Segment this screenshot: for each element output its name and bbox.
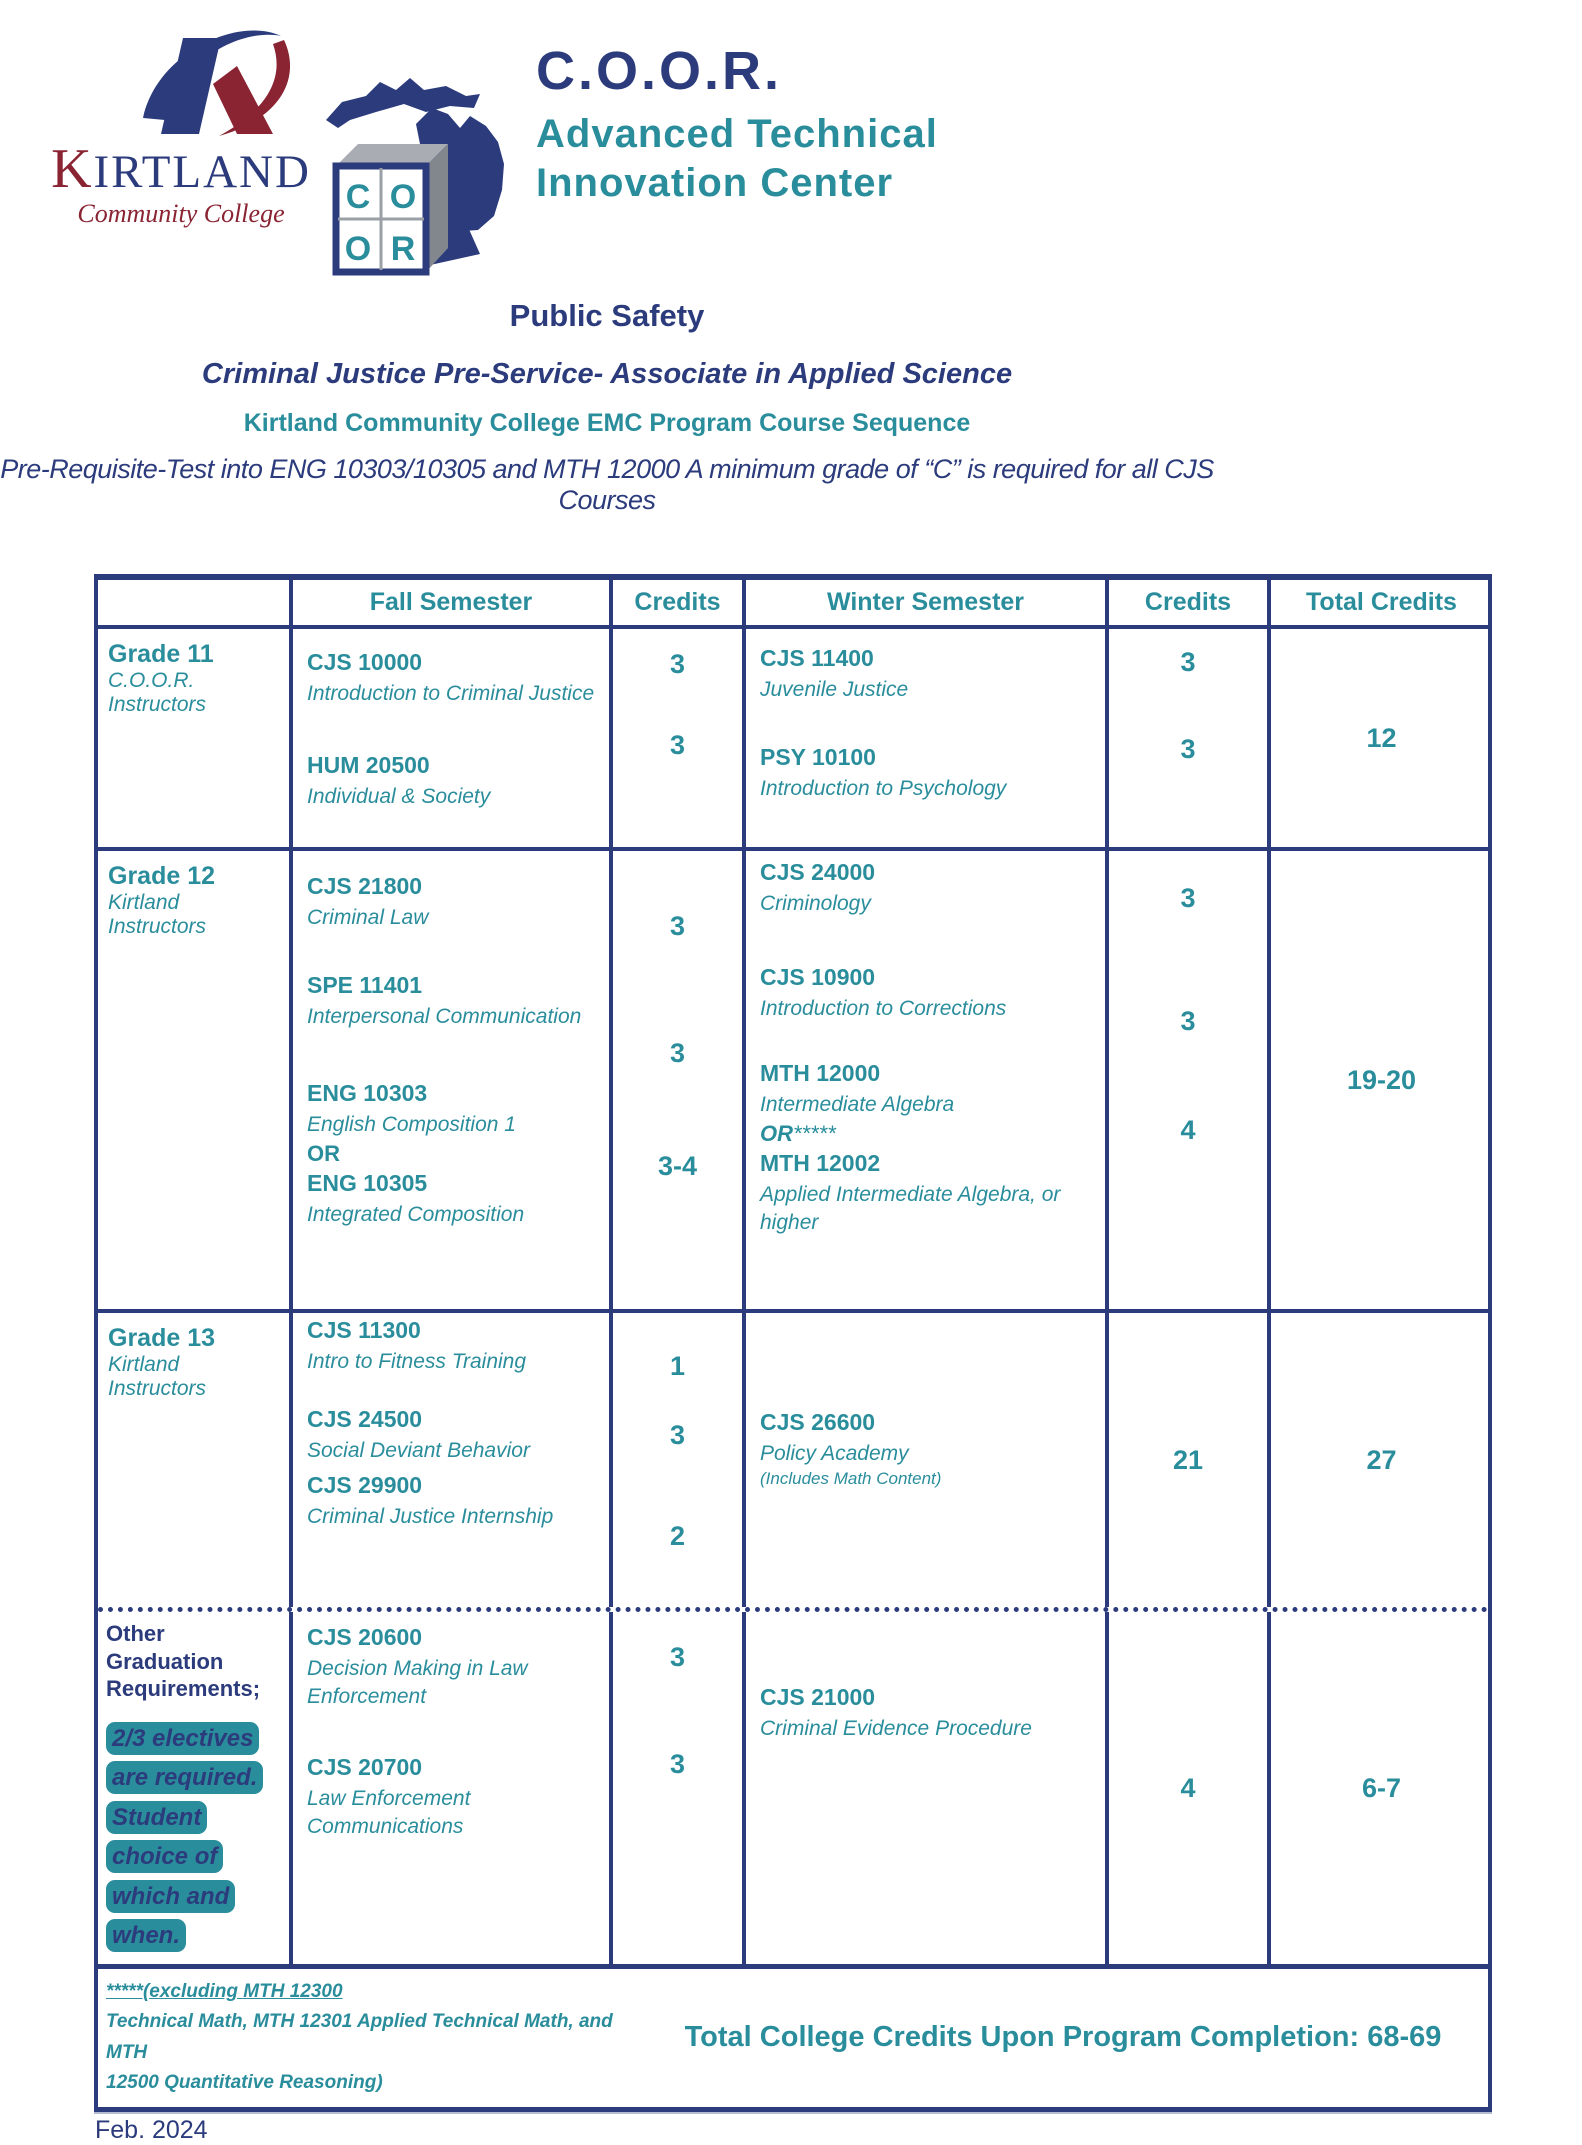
kirtland-wordmark [26,138,336,200]
course-title: Intro to Fitness Training [307,1350,527,1373]
credit-value: 3 [669,1749,686,1779]
course-code: CJS 11400 [760,645,874,671]
credit-value: 3 [669,1642,686,1672]
course-code: CJS 20600 [307,1624,423,1650]
grade-13-fall-courses [293,1313,613,1607]
grade-11-fall-courses [293,629,613,847]
course-code: CJS 21000 [760,1684,876,1710]
course-title: Introduction to Criminal Justice [307,682,595,705]
total-credits-value: 6-7 [1361,1772,1402,1803]
grade-12-fall-credits [613,851,746,1309]
table-header-row [98,580,1488,625]
course-block [307,1472,595,1531]
course-block [307,1624,595,1712]
course-title: Criminal Law [307,906,429,929]
other-fall-courses [293,1612,613,1964]
grade-11-winter-courses [746,629,1109,847]
course-title: Individual & Society [307,785,491,809]
or-word: OR [760,1121,793,1147]
kirtland-k-icon [121,14,311,142]
course-title: Criminal Justice Internship [307,1504,554,1528]
course-title: Interpersonal Communication [307,1005,582,1029]
credit-value: 2 [669,1521,686,1551]
grade-11-winter-credits [1109,629,1271,847]
grade-13-fall-credits [613,1313,746,1607]
headings [0,298,1214,516]
course-code: CJS 24500 [307,1406,423,1433]
other-total-cell [1271,1612,1492,1964]
course-block [307,1406,595,1465]
grade-11-instructors: C.O.O.R. Instructors [108,668,207,716]
header-total-credits: Total Credits [1306,588,1457,616]
course-title: Policy Academy [760,1442,909,1465]
header-winter-semester: Winter Semester [746,580,1109,625]
credit-value: 3 [1180,883,1196,913]
course-code: ENG 10303 [307,1079,428,1106]
course-block [760,1684,1091,1743]
grade-12-winter-courses [746,851,1109,1309]
course-code: CJS 11300 [307,1317,421,1343]
credit-value: 4 [1180,1772,1196,1803]
prerequisite-note: Pre-Requisite-Test into ENG 10303/10305 and MTH 12000 A minimum grade of “C” is required for all CJS Courses [0,454,1214,515]
course-or-group [307,1080,595,1229]
course-title: Social Deviant Behavior [307,1439,530,1463]
grade-11-label-cell [98,629,293,847]
other-requirements-title: Other Graduation Requirements; [106,1621,261,1701]
or-label [760,1119,1091,1150]
credit-value: 3 [669,1038,686,1068]
kirtland-logo [26,14,336,229]
course-title: Juvenile Justice [760,678,909,701]
grade-13-label-cell [98,1313,293,1607]
course-title: English Composition 1 [307,1112,516,1136]
electives-highlight [106,1719,281,1957]
page-header [0,0,1582,292]
course-code: CJS 10900 [760,964,876,991]
course-code: CJS 24000 [760,859,876,885]
course-code: CJS 20700 [307,1753,423,1780]
grade-13-winter-courses [746,1313,1109,1607]
other-fall-credits [613,1612,746,1964]
kirtland-subtitle: Community College [77,199,285,228]
grade-13-winter-credits [1109,1313,1271,1607]
credit-value: 3 [1180,647,1196,677]
course-title: Introduction to Corrections [760,997,1007,1021]
coor-subtitle [536,110,938,208]
course-code: CJS 29900 [307,1471,423,1498]
grade-12-fall-courses [293,851,613,1309]
footnote-line1: *****(excluding MTH 12300 [106,1981,343,2003]
credit-value: 1 [669,1351,686,1381]
coor-letter-r: R [390,230,416,268]
course-code: CJS 10000 [307,649,423,675]
course-code: ENG 10305 [307,1169,428,1196]
header-fall-semester: Fall Semester [293,580,613,625]
header-fall-credits: Credits [613,580,746,625]
credit-value: 3 [1180,1006,1196,1036]
course-title: Intermediate Algebra [760,1092,955,1116]
course-block [307,649,595,708]
grade-12-title: Grade 12 [108,862,216,890]
other-winter-courses [746,1612,1109,1964]
table-footer-row [98,1964,1488,2107]
course-title: Decision Making in Law Enforcement [307,1657,528,1709]
table-row-grade-13 [98,1309,1488,1607]
electives-highlight-line2: Student choice of which and when. [106,1801,235,1953]
course-title: Criminal Evidence Procedure [760,1717,1032,1740]
credit-value: 3 [669,1420,686,1450]
math-exclusion-footnote [98,1969,638,2107]
course-title: Integrated Composition [307,1202,525,1226]
coor-letter-c: C [345,178,371,216]
coor-logo [320,44,535,274]
course-code: HUM 20500 [307,752,430,779]
course-code: PSY 10100 [760,744,876,771]
grade-13-total-cell [1271,1313,1492,1607]
course-note: (Includes Math Content) [760,1469,942,1489]
other-winter-credits [1109,1612,1271,1964]
table-row-grade-12 [98,847,1488,1309]
credit-value: 21 [1172,1444,1204,1475]
table-row-grade-11 [98,625,1488,847]
footnote-line2: Technical Math, MTH 12301 Applied Technical Math, and MTH [106,2011,613,2063]
course-code: MTH 12000 [760,1059,881,1086]
course-block [760,744,1091,803]
credit-value: 3 [669,911,686,941]
course-code: SPE 11401 [307,972,423,999]
credit-value: 4 [1180,1115,1196,1145]
grade-11-title: Grade 11 [108,640,214,668]
sequence-title: Kirtland Community College EMC Program Course Sequence [243,409,971,437]
total-credits-value: 19-20 [1346,1064,1417,1095]
electives-highlight-line1: 2/3 electives are required. [106,1722,263,1795]
kirtland-initial: K [51,138,94,200]
course-block [307,1754,595,1842]
header-blank-cell [98,580,293,625]
grade-12-instructors: Kirtland Instructors [108,890,207,938]
or-label: OR [307,1141,340,1167]
revision-date: Feb. 2024 [95,2115,208,2144]
coor-title: C.O.O.R. [536,41,783,101]
grade-11-fall-credits [613,629,746,847]
coor-box-icon [328,136,463,276]
course-block [307,752,595,811]
credit-value: 3 [1180,734,1196,764]
total-program-credits: Total College Credits Upon Program Completion: 68-69 [684,2021,1442,2054]
course-code: CJS 26600 [760,1409,876,1435]
course-code: CJS 21800 [307,873,423,899]
course-title: Introduction to Psychology [760,777,1007,801]
course-title: Criminology [760,892,871,915]
course-block [760,1409,1091,1490]
course-sequence-table [94,574,1492,2112]
coor-letter-o1: O [389,178,417,216]
header-winter-credits: Credits [1109,580,1271,625]
credit-value: 3-4 [657,1151,698,1181]
or-asterisks: ***** [793,1121,836,1147]
kirtland-rest: IRTLAND [93,146,311,198]
course-title: Law Enforcement Communications [307,1786,471,1839]
grade-13-title: Grade 13 [108,1324,216,1352]
program-title: Criminal Justice Pre-Service- Associate in Applied Science [201,358,1013,390]
grade-12-total-cell [1271,851,1492,1309]
course-block [760,964,1091,1023]
total-credits-value: 27 [1366,1444,1397,1475]
course-block [760,859,1091,918]
total-credits-value: 12 [1366,722,1397,753]
coor-title-block [536,40,938,208]
course-block [307,972,595,1031]
grade-12-label-cell [98,851,293,1309]
table-row-other-requirements [98,1607,1488,1964]
credit-value: 3 [669,730,686,760]
coor-subtitle-line1: Advanced Technical [536,112,938,156]
course-block [307,873,595,932]
grade-11-total-cell [1271,629,1492,847]
coor-letter-o2: O [344,230,372,268]
course-block [760,645,1091,704]
other-requirements-label-cell [98,1612,293,1964]
grade-12-winter-credits [1109,851,1271,1309]
credit-value: 3 [669,649,686,679]
department-title: Public Safety [509,298,705,333]
course-or-group [760,1060,1091,1238]
footnote-line3: 12500 Quantitative Reasoning) [106,2072,383,2094]
course-code: MTH 12002 [760,1149,881,1176]
course-title: Applied Intermediate Algebra, or higher [760,1182,1061,1235]
grade-13-instructors: Kirtland Instructors [108,1352,207,1400]
coor-subtitle-line2: Innovation Center [536,160,894,205]
course-block [307,1317,595,1376]
